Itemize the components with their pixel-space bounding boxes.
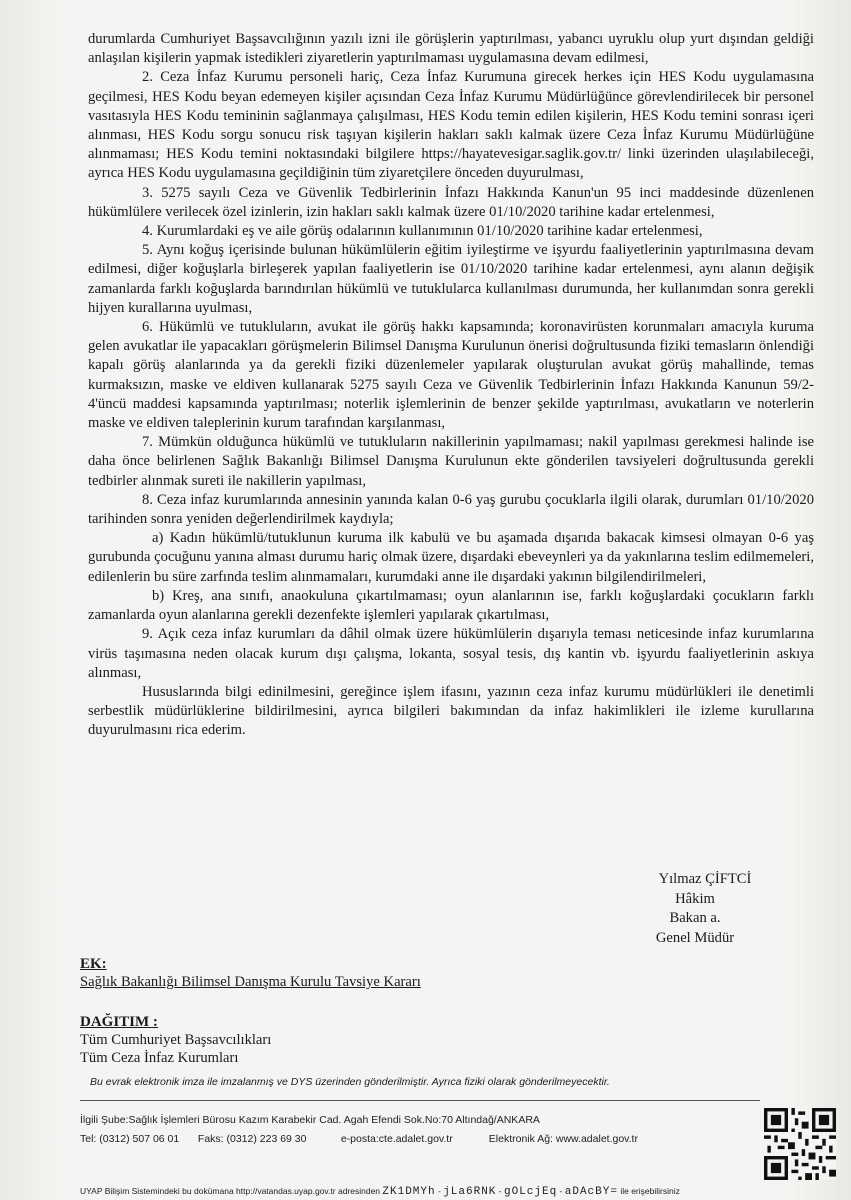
uyap-verification: UYAP Bilişim Sistemindeki bu dokümana http://vatandas.uyap.gov.tr adresinden ZK1DMYh - jLa6RNK - gOLcjEq - aDAcBY= ile erişebilirsiniz (80, 1186, 680, 1198)
paragraph-item-3: 3. 5275 sayılı Ceza ve Güvenlik Tedbirlerinin İnfazı Hakkında Kanun'un 95 inci maddesinde düzenlenen hükümlülere verilecek özel izinlerin, izin hakları saklı kalmak üzere 01/10/2020 tarihine kadar ertelenmesi, (88, 184, 814, 220)
letter-body (88, 30, 814, 741)
electronic-signature-notice: Bu evrak elektronik imza ile imzalanmış ve DYS üzerinden gönderilmiştir. Ayrıca fiziki olarak gönderilmeyecektir. (90, 1076, 610, 1088)
signatory-position: Genel Müdür (655, 929, 735, 946)
distribution-item: Tüm Cumhuriyet Başsavcılıkları (80, 1032, 272, 1048)
paragraph-item-8b: b) Kreş, ana sınıfı, anaokuluna çıkartılmaması; oyun alanlarının ise, farklı koğuşlardaki çocukların farklı zamanlarda oyun alanlarına gerekli dezenfekte işlemleri yapılarak çıkartılması, (88, 587, 814, 624)
distribution-item: Tüm Ceza İnfaz Kurumları (80, 1050, 239, 1066)
uyap-code-part: ZK1DMYh (382, 1186, 436, 1198)
footer-email: e-posta:cte.adalet.gov.tr (340, 1133, 453, 1145)
paragraph-item-6: 6. Hükümlü ve tutukluların, avukat ile görüş hakkı kapsamında; koronavirüsten korunmaları amacıyla kuruma gelen avukatlar ile yapacakları görüşmelerin Bilimsel Danışma Kurulunun önerisi doğrultusunda fiziki temasların önlendiği kapalı görüş alanlarında ya da gerekli fiziki düzenlemeler yapılarak oluşturulan avukat görüş mahallinde, temas kurmaksızın, maske ve eldiven kullanarak 5275 sayılı Ceza ve Güvenlik Tedbirlerinin İnfazı Hakkında Kanunun 59/2-4'üncü maddesi kapsamında yaptırılması; noterlik işlemlerinin de benzer şekilde yaptırılması, avukatların ve noterlerin maske ve eldiven taleplerinin kurum tarafından karşılanması, (88, 319, 814, 432)
paragraph-item-8a: a) Kadın hükümlü/tutuklunun kuruma ilk kabulü ve bu aşamada dışarıda bakacak kimsesi olmayan 0-6 yaş gurubunda çocuğunu yanına alması durumu hariç olmak üzere, dışardaki ebeveynleri ya da yakınlarına teslim edilmemeleri, edilenlerin bu süre zarfında teslim alınmamaları, kurumdaki anne ile dışardaki yakının bilgilendirilmeleri, (88, 530, 814, 585)
uyap-suffix: ile erişebilirsiniz (620, 1186, 680, 1196)
attachment-item: Sağlık Bakanlığı Bilimsel Danışma Kurulu Tavsiye Kararı (80, 974, 421, 990)
footer-phone: Tel: (0312) 507 06 01 (80, 1133, 180, 1145)
paragraph-item-7: 7. Mümkün olduğunca hükümlü ve tutukluların nakillerinin yapılmaması; nakil yapılması gerekmesi halinde ise daha önce belirlenen Sağlık Bakanlığı Bilimsel Danışma Kurulunun ekte gönderilen tavsiyeleri doğrultusunda gerekli tedbirler alınmak sureti ile nakillerin yapılması, (88, 434, 814, 489)
signatory-title: Hâkim (675, 890, 715, 907)
footer-website: Elektronik Ağ: www.adalet.gov.tr (488, 1133, 638, 1145)
uyap-code-part: jLa6RNK (443, 1186, 497, 1198)
footer-divider (80, 1100, 760, 1101)
paragraph-item-5: 5. Aynı koğuş içerisinde bulunan hükümlülerin eğitim iyileştirme ve işyurdu faaliyetlerinin yaptırılmasına devam edilmesi, diğer koğuşlarla birleşerek yapılan faaliyetlerin ise 01/10/2020 tarihine kadar ertelenmesi, aynı alanın değişik zamanlarda farklı koğuşlarda barındırılan hükümlü ve tutuklularca kullanılması durumunda, her kullanımdan sonra gerekli hijyen kurallarına uyulması, (88, 242, 814, 316)
uyap-code-part: gOLcjEq (503, 1186, 558, 1198)
qr-code-icon (764, 1108, 836, 1180)
paragraph-continuation: durumlarda Cumhuriyet Başsavcılığının yazılı izni ile görüşlerin yaptırılması, yabancı uyruklu olup yurt dışından geldiği anlaşılan kişilerin yapmak istedikleri ziyaretlerin yaptırılmaması uygulamasına devam edilmesi, (88, 31, 814, 67)
attachment-heading: EK: (80, 956, 107, 972)
paragraph-closing: Hususlarında bilgi edinilmesini, gereğince işlem ifasını, yazının ceza infaz kurumu müdürlükleri ile denetimli serbestlik müdürlüklerine bildirilmesini, ayrıca bilgileri bakımından da infaz hakimlikleri ile izleme kurullarına duyurulmasını rica ederim. (88, 683, 814, 739)
footer-contact-row (80, 1133, 638, 1145)
paragraph-item-4: 4. Kurumlardaki eş ve aile görüş odalarının kullanımının 01/10/2020 tarihine kadar ertelenmesi, (142, 223, 703, 240)
uyap-code-part: aDAcBY= (564, 1186, 618, 1198)
signatory-on-behalf: Bakan a. (669, 910, 721, 926)
distribution-heading: DAĞITIM : (80, 1014, 158, 1030)
footer-fax: Faks: (0312) 223 69 30 (197, 1133, 307, 1145)
paragraph-item-2: 2. Ceza İnfaz Kurumu personeli hariç, Ceza İnfaz Kurumuna girecek herkes için HES Kodu uygulamasına geçilmesi, HES Kodu beyan edemeyen kişiler açısından Ceza İnfaz Kurumu Müdürlüğünce görevlendirilecek bir personel vasıtasıyla HES Kodu temininin sağlanmaya çalışılması, HES Kodu temin edilen kişilerin, HES Kodu temini sonrası içeri alınması, HES Kodu sorgu sonucu risk taşıyan kişilerin hakları saklı kalmak üzere Ceza İnfaz Kurumu Müdürlüğüne alınmaması; HES Kodu temini noktasındaki bilgilere https://hayatevesigar.saglik.gov.tr/ linki üzerinden ulaşılabileceği, ayrıca HES Kodu uygulamasına geçildiğinin tüm ziyaretçilere önceden duyurulması, (88, 69, 814, 182)
uyap-prefix: UYAP Bilişim Sistemindeki bu dokümana http://vatandas.uyap.gov.tr adresinden (80, 1186, 381, 1196)
paragraph-item-8: 8. Ceza infaz kurumlarında annesinin yanında kalan 0-6 yaş gurubu çocuklarla ilgili olarak, durumları 01/10/2020 tarihinden sonra yeniden değerlendirilmek kaydıyla; (88, 491, 814, 528)
footer-address: İlgili Şube:Sağlık İşlemleri Bürosu Kazım Karabekir Cad. Agah Efendi Sok.No:70 Altındağ/ANKARA (80, 1114, 540, 1126)
distribution-section (80, 1013, 271, 1067)
signature-block (610, 870, 780, 948)
paragraph-item-9: 9. Açık ceza infaz kurumları da dâhil olmak üzere hükümlülerin dışarıyla teması neticesinde infaz kurumlarına virüs taşımasına neden olacak kurum dışı çalışma, lokanta, sosyal tesis, dış kantin vb. işyurdu faaliyetlerinin askıya alınması, (88, 626, 814, 681)
attachment-section (80, 955, 421, 991)
signatory-name: Yılmaz ÇİFTCİ (658, 871, 752, 887)
